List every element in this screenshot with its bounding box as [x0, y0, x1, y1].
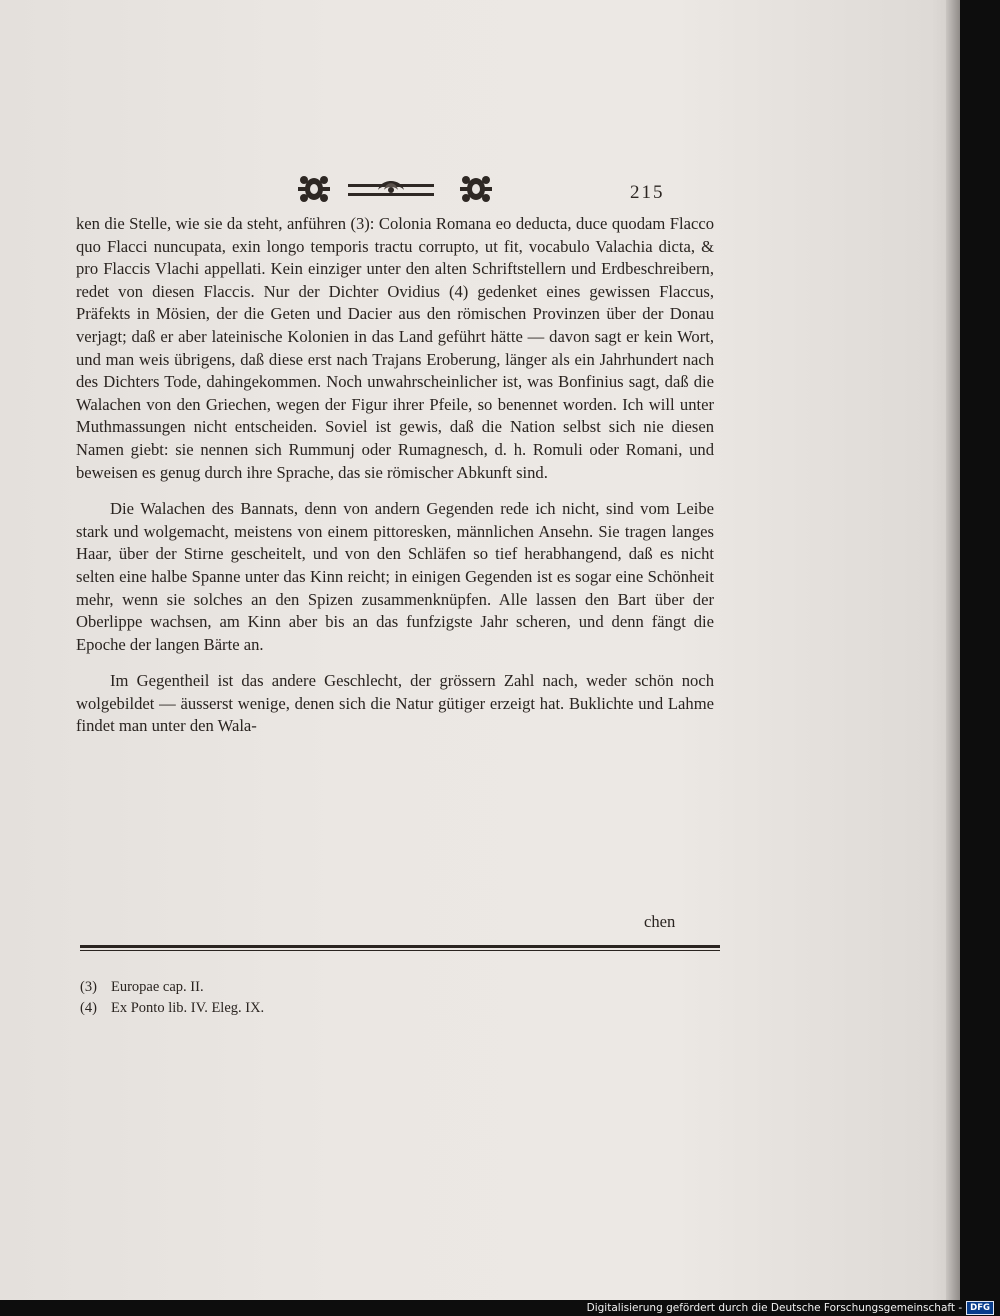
- dfg-logo-icon: DFG: [966, 1301, 994, 1315]
- footnote-separator-rule: [80, 945, 720, 951]
- catchword: chen: [644, 912, 676, 931]
- right-fleuron-icon: [458, 172, 494, 206]
- left-fleuron-icon: [296, 172, 332, 206]
- paragraph-1: ken die Stelle, wie sie da steht, anführen (3): Colonia Romana eo deducta, duce quodam Flacco quo Flacci nuncupata, exin longo temporis tractu corrupto, ut fit, vocabulo Valachia dicta, & pro Flaccis Vlachi appellati. Kein einziger unter den alten Schriftstellern und Erdbeschreibern, redet von diesen Flaccis. Nur der Dichter Ovidius (4) gedenket eines gewissen Flaccus, Präfekts in Mösien, der die Geten und Dacier aus den römischen Provinzen über der Donau verjagt; daß er aber lateinische Kolonien in das Land geführt hätte — davon sagt er kein Wort, und man weis übrigens, daß diese erst nach Trajans Eroberung, länger als ein Jahrhundert nach des Dichters Tode, dahingekommen. Noch unwahrscheinlicher ist, was Bonfinius sagt, daß die Walachen von den Griechen, wegen der Figur ihrer Pfeile, so benennet worden. Ich will unter Muthmassungen nicht entscheiden. Soviel ist gewis, daß die Nation selbst sich nie diesen Namen giebt: sie nennen sich Rummunj oder Rumagnesch, d. h. Romuli oder Romani, und beweisen es genug durch ihre Sprache, das sie römischer Abkunft sind.: [76, 214, 714, 482]
- footnotes: [80, 977, 264, 1019]
- body-text: [76, 213, 714, 738]
- footnote-4: [80, 998, 264, 1019]
- credit-text: Digitalisierung gefördert durch die Deutsche Forschungsgemeinschaft -: [586, 1302, 963, 1314]
- digitization-credit: [587, 1300, 994, 1316]
- footnote-text: Europae cap. II.: [111, 979, 204, 995]
- footnote-text: Ex Ponto lib. IV. Eleg. IX.: [111, 1000, 265, 1016]
- paragraph-3: Im Gegentheil ist das andere Geschlecht, der grössern Zahl nach, weder schön noch wolgebildet — äusserst wenige, denen sich die Natur gütiger erzeigt hat. Buklichte und Lahme findet man unter den Wala-: [76, 671, 714, 736]
- footnote-3: [80, 977, 264, 998]
- footnote-marker: (3): [80, 979, 97, 995]
- paragraph-2: Die Walachen des Bannats, denn von andern Gegenden rede ich nicht, sind vom Leibe stark und wolgemacht, meistens von einem pittoresken, männlichen Ansehn. Sie tragen langes Haar, über der Stirne gescheitelt, und von den Schläfen so tief herabhangend, daß es nicht selten eine halbe Spanne unter das Kinn reicht; in einigen Gegenden ist es sogar eine Schönheit mehr, wenn sie solches an den Spizen zusammenknüpfen. Alle lassen den Bart über der Oberlippe wachsen, am Kinn aber bis an das funfzigste Jahr scheren, und denn fängt die Epoche der langen Bärte an.: [76, 499, 714, 654]
- center-scroll-ornament-icon: [348, 172, 434, 206]
- page-spine-shadow: [946, 0, 960, 1300]
- page-number: 215: [630, 182, 665, 203]
- footnote-marker: (4): [80, 1000, 97, 1016]
